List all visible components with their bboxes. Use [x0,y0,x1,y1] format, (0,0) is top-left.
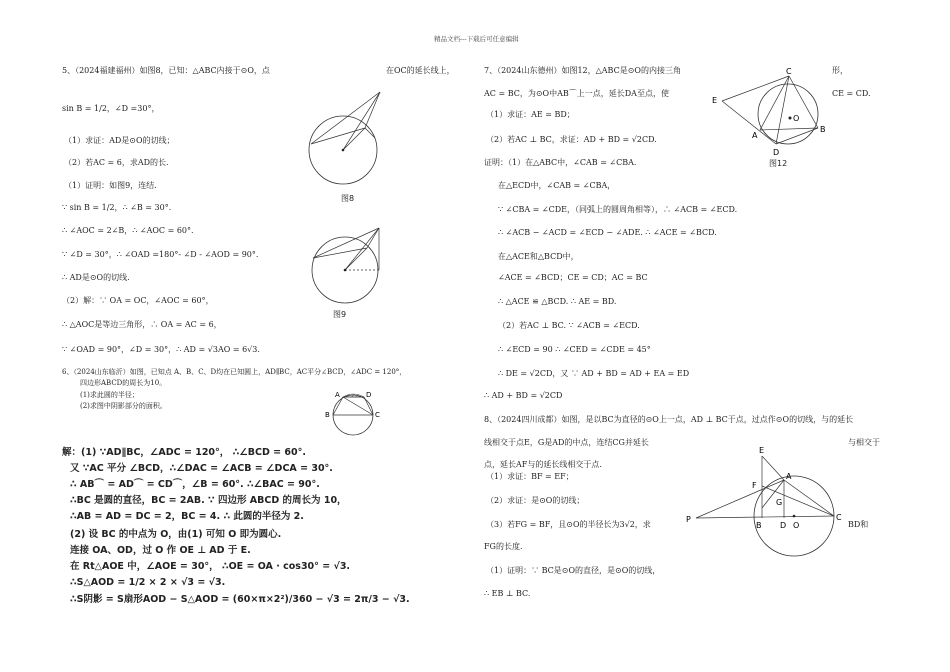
q6-sol-line4: ∴BC 是圆的直径，BC = 2AB. ∵ 四边形 ABCD 的周长为 10， [70,495,347,506]
page-header: 精品文档---下载后可任意编辑 [434,35,519,43]
figure-8-caption: 图8 [341,194,355,203]
svg-text:E: E [759,446,765,455]
svg-text:O: O [793,521,800,530]
q6-sol-line1: 解：(1) ∵AD∥BC，∠ADC = 120°， ∴∠BCD = 60°. [62,447,306,458]
svg-text:C: C [836,513,842,522]
q6-label-d: D [366,391,372,399]
q5-part2: （2）若AC = 6，求AD的长. [64,158,169,167]
q8-line1: 8、（2024四川成都）如图，是以BC为直径的⊙O上一点，AD ⊥ BC于点，过点作⊙O的切线，与的延长 [484,415,854,424]
q6-sol-line2: 又 ∵AC 平分 ∠BCD，∴∠DAC = ∠ACB = ∠DCA = 30°. [70,463,333,474]
q8-part2: （2）求证：是⊙O的切线； [486,496,585,505]
q7-line3: （1）求证：AE = BD； [486,110,575,119]
q6-line4: (2)求图中阴影部分的面积。 [80,402,167,410]
q7-sol-line2: 在△ECD中，∠CAB = ∠CBA， [498,181,616,190]
q6-sol-line7: 连接 OA、OD，过 O 作 OE ⊥ AD 于 E. [70,545,251,556]
q8-part1: （1）求证：BF = EF； [486,472,574,481]
q6-line2: 四边形ABCD的周长为10。 [80,379,167,387]
q7-sol-line10: ∴ DE = √2CD，又 ∵ AD + BD = AD + EA = ED [498,369,690,378]
q7-sol-line9: ∴ ∠ECD = 90 ∴ ∠CED = ∠CDE = 45° [498,345,651,354]
q6-circle-diagram [322,388,382,443]
q6-line3: (1)求此圆的半径； [80,391,139,399]
q8-sol-line1: （1）证明：∵ BC是⊙O的直径，是⊙O的切线， [486,566,661,575]
q7-sol-line3: ∵ ∠CBA = ∠CDE，（同弧上的圆周角相等），∴ ∠ACB = ∠ECD. [498,205,738,214]
q7-sol-line11: ∴ AD + BD = √2CD [484,391,563,400]
q7-sol-line1: 证明：（1）在△ABC中，∠CAB = ∠CBA. [484,158,637,167]
q8-line2-end: 与相交于 [848,438,880,447]
svg-text:G: G [776,498,783,507]
figure-12-diagram [710,66,835,164]
q7-line4: （2）若AC ⊥ BC，求证：AD + BD = √2CD. [486,135,657,144]
q7-sol-line8: （2）若AC ⊥ BC. ∵ ∠ACB = ∠ECD. [498,321,640,330]
q7-sol-line5: 在△ACE和△BCD中， [498,252,579,261]
q6-sol-line9: ∴S△AOD = 1/2 × 2 × √3 = √3. [70,577,226,588]
svg-text:A: A [752,131,758,140]
q8-part3-end: BD和 [848,520,869,529]
svg-text:C: C [786,67,792,76]
q5-stem-a: 5、（2024福建福州）如图8，已知：△ABC内接于⊙O，点 [62,66,270,75]
q5-sol-line3: ∴ ∠AOC = 2∠B，∴ ∠AOC = 60°. [62,226,194,235]
q5-sol-line4: ∵ ∠D = 30°，∴ ∠OAD =180°- ∠D - ∠AOD = 90°. [62,250,259,259]
svg-text:E: E [712,96,718,105]
figure-12-caption: 图12 [769,159,788,168]
figure-8-diagram [305,88,395,188]
q5-sol-line2: ∵ sin B = 1/2，∴ ∠B = 30°. [62,203,172,212]
q6-sol-line6: (2) 设 BC 的中点为 O，由(1) 可知 O 即为圆心. [70,529,282,540]
q7-line1: 7、（2024山东德州）如图12，△ABC是⊙O的内接三角 [484,66,681,75]
svg-text:D: D [773,148,780,157]
q8-line2: 线相交于点E，G是AD的中点，连结CG并延长 [484,438,649,447]
q6-line1: 6、（2024山东临沂）如图，已知点 A、B、C、D均在已知圆上，AD∥BC，AC平分∠BCD，∠ADC = 120°， [62,368,407,376]
svg-text:P: P [686,515,691,524]
q5-sol-line8: ∵ ∠OAD = 90°，∠D = 30°，∴ AD = √3AO = 6√3. [62,345,260,354]
q7-condition-ce-cd: CE = CD. [832,89,871,98]
q5-part1: （1）求证：AD是⊙O的切线； [64,136,175,145]
svg-text:F: F [752,481,757,490]
q6-sol-line10: ∴S阴影 = S扇形AOD − S△AOD = (60×π×2²)/360 − √3 = 2π/3 − √3. [70,594,410,605]
q7-sol-line4: ∴ ∠ACB − ∠ACD = ∠ECD − ∠ADE. ∴ ∠ACE = ∠BCD. [498,228,717,237]
svg-text:B: B [756,521,762,530]
q7-sol-line7: ∴ △ACE ≌ △BCD. ∴ AE = BD. [498,297,617,306]
q8-line3: 点，延长AF与的延长线相交于点. [484,460,602,469]
q5-sol-line6: （2）解：∵ OA = OC，∠AOC = 60°， [62,296,214,305]
q6-sol-line3: ∴ AB⌒ = AD⌒ = CD⌒，∠B = 60°. ∴∠BAC = 90°. [70,479,320,490]
q7-sol-line6: ∠ACE = ∠BCD；CE = CD；AC = BC [498,273,648,282]
q8-part3: （3）若FG = BF，且⊙O的半径长为3√2，求 [486,520,651,529]
q6-label-c: C [375,411,380,419]
q5-sol-line1: （1）证明：如图9，连结. [64,181,157,190]
q7-line1-end: 形， [832,66,848,75]
q7-line2: AC = BC，为⊙O中AB⌒上一点，延长DA至点，使 [484,89,669,98]
q6-sol-line8: 在 Rt△AOE 中，∠AOE = 30°， ∴OE = OA · cos30° = √3. [70,561,351,572]
q5-given: sin B = 1/2，∠D =30°， [62,104,160,113]
q8-sol-line2: ∴ EB ⊥ BC. [484,589,531,598]
figure-9-diagram [305,228,395,313]
q5-sol-line5: ∴ AD是⊙O的切线. [62,273,130,282]
svg-text:D: D [780,521,787,530]
q6-sol-line5: ∴AB = AD = DC = 2，BC = 4. ∴ 此圆的半径为 2. [70,511,304,522]
svg-text:A: A [786,472,792,481]
svg-text:B: B [820,125,826,134]
q6-label-a: A [335,391,340,399]
q5-stem-b: 在OC的延长线上， [386,66,455,75]
q5-sol-line7: ∴ △AOC是等边三角形，∴ OA = AC = 6， [62,320,222,329]
q6-label-b: B [325,411,330,419]
q8-circle-diagram [682,448,847,573]
figure-9-caption: 图9 [333,310,347,319]
q8-part3-cont: FG的长度. [484,542,523,551]
svg-text:O: O [793,114,800,123]
